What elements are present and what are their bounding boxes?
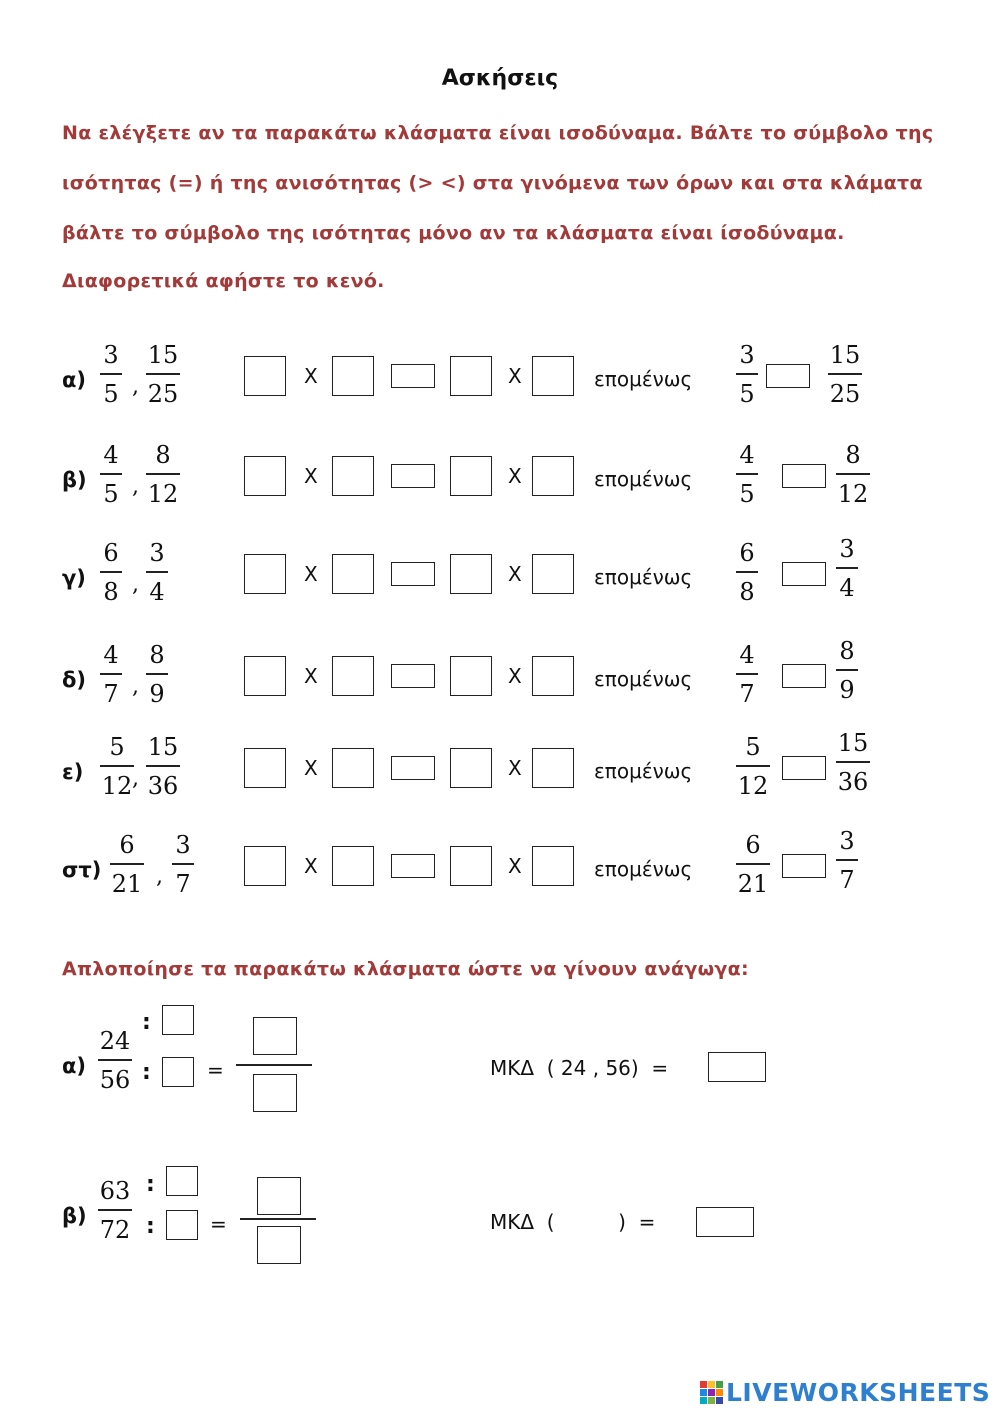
fraction-bar	[828, 373, 862, 375]
divide-colon: :	[146, 1214, 155, 1239]
fraction-2	[146, 732, 180, 801]
numerator-divisor-box[interactable]	[166, 1166, 198, 1196]
result-fraction-bar	[240, 1218, 316, 1220]
denominator: 4	[149, 578, 165, 606]
divide-colon: :	[142, 1060, 151, 1085]
multiply-sign: X	[508, 464, 522, 488]
multiply-sign: X	[508, 664, 522, 688]
product-term-box[interactable]	[532, 456, 574, 496]
product-term-box[interactable]	[532, 656, 574, 696]
fraction-bar	[736, 473, 758, 475]
product-term-box[interactable]	[332, 456, 374, 496]
numerator: 3	[175, 831, 191, 859]
comma: ,	[132, 572, 139, 597]
fraction-comparison-box[interactable]	[782, 562, 826, 586]
denominator: 21	[111, 870, 143, 898]
logo-block	[708, 1381, 715, 1388]
denominator: 21	[737, 870, 769, 898]
logo-block	[716, 1389, 723, 1396]
fraction-2	[146, 340, 180, 409]
numerator: 24	[99, 1027, 131, 1055]
comparison-symbol-box[interactable]	[391, 464, 435, 488]
product-term-box[interactable]	[450, 356, 492, 396]
equals-sign: =	[207, 1058, 224, 1082]
result-fraction-2	[836, 826, 858, 895]
denominator: 12	[101, 772, 133, 800]
numerator: 3	[839, 535, 855, 563]
result-fraction-bar	[236, 1064, 312, 1066]
fraction-bar	[736, 571, 758, 573]
fraction-bar	[736, 673, 758, 675]
fraction-bar	[100, 571, 122, 573]
numerator: 4	[103, 441, 119, 469]
denominator: 56	[99, 1066, 131, 1094]
result-fraction-1	[736, 830, 770, 899]
numerator: 5	[109, 733, 125, 761]
fraction-2	[146, 440, 180, 509]
exercise-label: στ)	[62, 858, 102, 882]
product-term-box[interactable]	[450, 656, 492, 696]
result-fraction-1	[736, 440, 758, 509]
result-fraction-2	[836, 728, 870, 797]
fraction-comparison-box[interactable]	[782, 756, 826, 780]
fraction-1	[100, 440, 122, 509]
multiply-sign: X	[304, 664, 318, 688]
comparison-symbol-box[interactable]	[391, 562, 435, 586]
comma: ,	[132, 374, 139, 399]
result-numerator-box[interactable]	[257, 1177, 301, 1215]
numerator: 3	[103, 341, 119, 369]
multiply-sign: X	[304, 854, 318, 878]
result-fraction-1	[736, 538, 758, 607]
instruction-line-3: βάλτε το σύμβολο της ισότητας μόνο αν τα κλάσματα είναι ίσοδύναμα.	[62, 222, 845, 244]
product-term-box[interactable]	[450, 846, 492, 886]
denominator: 36	[837, 768, 869, 796]
result-fraction-2	[836, 636, 858, 705]
therefore-word: επομένως	[594, 667, 693, 691]
numerator: 5	[745, 733, 761, 761]
fraction-bar	[100, 673, 122, 675]
numerator: 15	[829, 341, 861, 369]
numerator: 8	[845, 441, 861, 469]
multiply-sign: X	[304, 364, 318, 388]
fraction-comparison-box[interactable]	[766, 364, 810, 388]
product-term-box[interactable]	[244, 554, 286, 594]
product-term-box[interactable]	[244, 356, 286, 396]
product-term-box[interactable]	[450, 554, 492, 594]
denominator: 7	[739, 680, 755, 708]
exercise-label: α)	[62, 368, 87, 392]
result-fraction-1	[736, 732, 770, 801]
exercise-row	[0, 440, 1000, 520]
result-fraction-2	[836, 440, 870, 509]
logo-block	[716, 1381, 723, 1388]
exercise-row	[0, 340, 1000, 420]
denominator: 72	[99, 1216, 131, 1244]
denominator: 7	[175, 870, 191, 898]
numerator: 3	[839, 827, 855, 855]
denominator: 5	[103, 480, 119, 508]
denominator: 5	[103, 380, 119, 408]
fraction-bar	[146, 673, 168, 675]
fraction-bar	[100, 473, 122, 475]
fraction-bar	[98, 1209, 132, 1211]
gcd-label: ΜΚΔ ( ) =	[490, 1210, 656, 1234]
denominator: 25	[147, 380, 179, 408]
denominator-divisor-box[interactable]	[162, 1057, 194, 1087]
denominator: 7	[839, 866, 855, 894]
numerator: 8	[155, 441, 171, 469]
numerator: 8	[149, 641, 165, 669]
product-term-box[interactable]	[244, 456, 286, 496]
logo-block	[716, 1397, 723, 1404]
denominator: 8	[103, 578, 119, 606]
denominator: 12	[737, 772, 769, 800]
numerator: 3	[739, 341, 755, 369]
fraction-2	[146, 538, 168, 607]
exercise-row	[0, 729, 1000, 812]
fraction	[98, 1026, 132, 1095]
multiply-sign: X	[508, 756, 522, 780]
gcd-answer-box[interactable]	[696, 1207, 754, 1237]
product-term-box[interactable]	[332, 656, 374, 696]
numerator: 4	[103, 641, 119, 669]
therefore-word: επομένως	[594, 367, 693, 391]
instruction-line-4: Διαφορετικά αφήστε το κενό.	[62, 270, 385, 292]
instruction-line-1: Να ελέγξετε αν τα παρακάτω κλάσματα είναι ισοδύναμα. Βάλτε το σύμβολο της	[62, 122, 934, 144]
comparison-symbol-box[interactable]	[391, 756, 435, 780]
multiply-sign: X	[508, 854, 522, 878]
instruction-line-2: ισότητας (=) ή της ανισότητας (> <) στα γινόμενα των όρων και στα κλάματα	[62, 172, 923, 194]
fraction-comparison-box[interactable]	[782, 664, 826, 688]
fraction-comparison-box[interactable]	[782, 854, 826, 878]
product-term-box[interactable]	[532, 846, 574, 886]
denominator: 8	[739, 578, 755, 606]
numerator: 4	[739, 441, 755, 469]
result-numerator-box[interactable]	[253, 1017, 297, 1055]
liveworksheets-logo	[700, 1378, 990, 1407]
numerator: 15	[147, 341, 179, 369]
fraction-1	[100, 640, 122, 709]
gcd-answer-box[interactable]	[708, 1052, 766, 1082]
product-term-box[interactable]	[532, 356, 574, 396]
fraction-1	[100, 340, 122, 409]
product-term-box[interactable]	[532, 554, 574, 594]
fraction-bar	[146, 765, 180, 767]
numerator: 6	[739, 539, 755, 567]
logo-block	[708, 1389, 715, 1396]
multiply-sign: X	[304, 562, 318, 586]
fraction-bar	[736, 373, 758, 375]
fraction-bar	[836, 567, 858, 569]
item-label: α)	[62, 1054, 87, 1078]
item-label: β)	[62, 1204, 87, 1228]
denominator: 5	[739, 380, 755, 408]
denominator: 36	[147, 772, 179, 800]
comma: ,	[132, 474, 139, 499]
fraction-bar	[98, 1059, 132, 1061]
denominator: 4	[839, 574, 855, 602]
denominator: 9	[839, 676, 855, 704]
numerator: 63	[99, 1177, 131, 1205]
fraction-1	[110, 830, 144, 899]
logo-block	[700, 1381, 707, 1388]
simplify-heading: Απλοποίησε τα παρακάτω κλάσματα ώστε να γίνουν ανάγωγα:	[62, 958, 749, 980]
denominator: 12	[837, 480, 869, 508]
result-fraction-1	[736, 340, 758, 409]
fraction-bar	[836, 859, 858, 861]
numerator: 15	[837, 729, 869, 757]
therefore-word: επομένως	[594, 759, 693, 783]
product-term-box[interactable]	[244, 656, 286, 696]
comparison-symbol-box[interactable]	[391, 854, 435, 878]
product-term-box[interactable]	[450, 456, 492, 496]
logo-text: LIVEWORKSHEETS	[726, 1378, 991, 1407]
denominator: 7	[103, 680, 119, 708]
result-fraction-2	[828, 340, 862, 409]
product-term-box[interactable]	[332, 356, 374, 396]
numerator-divisor-box[interactable]	[162, 1005, 194, 1035]
exercise-row	[0, 827, 1000, 910]
multiply-sign: X	[508, 562, 522, 586]
fraction-bar	[736, 765, 770, 767]
fraction-bar	[836, 761, 870, 763]
therefore-word: επομένως	[594, 857, 693, 881]
multiply-sign: X	[304, 464, 318, 488]
exercise-row	[0, 637, 1000, 720]
fraction-bar	[146, 571, 168, 573]
fraction-bar	[110, 863, 144, 865]
logo-block	[700, 1389, 707, 1396]
product-term-box[interactable]	[244, 748, 286, 788]
exercise-row	[0, 535, 1000, 618]
numerator: 3	[149, 539, 165, 567]
divide-colon: :	[142, 1010, 151, 1035]
exercise-label: ε)	[62, 760, 84, 784]
equals-sign: =	[210, 1212, 227, 1236]
logo-block	[700, 1397, 707, 1404]
denominator: 12	[147, 480, 179, 508]
denominator: 25	[829, 380, 861, 408]
comma: ,	[132, 766, 139, 791]
result-denominator-box[interactable]	[257, 1226, 301, 1264]
product-term-box[interactable]	[332, 748, 374, 788]
denominator-divisor-box[interactable]	[166, 1210, 198, 1240]
product-term-box[interactable]	[244, 846, 286, 886]
numerator: 6	[103, 539, 119, 567]
result-fraction-2	[836, 534, 858, 603]
logo-icon	[700, 1381, 723, 1404]
result-fraction-1	[736, 640, 758, 709]
fraction-bar	[736, 863, 770, 865]
gcd-label: ΜΚΔ ( 24 , 56) =	[490, 1056, 669, 1080]
numerator: 6	[119, 831, 135, 859]
fraction-bar	[836, 669, 858, 671]
result-denominator-box[interactable]	[253, 1074, 297, 1112]
therefore-word: επομένως	[594, 565, 693, 589]
fraction-2	[172, 830, 194, 899]
fraction-bar	[100, 373, 122, 375]
page-title: Ασκήσεις	[441, 66, 559, 91]
numerator: 6	[745, 831, 761, 859]
fraction	[98, 1176, 132, 1245]
product-term-box[interactable]	[332, 846, 374, 886]
comparison-symbol-box[interactable]	[391, 364, 435, 388]
numerator: 8	[839, 637, 855, 665]
fraction-comparison-box[interactable]	[782, 464, 826, 488]
numerator: 15	[147, 733, 179, 761]
denominator: 9	[149, 680, 165, 708]
multiply-sign: X	[304, 756, 318, 780]
comma: ,	[156, 864, 163, 889]
fraction-1	[100, 732, 134, 801]
exercise-label: δ)	[62, 668, 87, 692]
fraction-bar	[100, 765, 134, 767]
product-term-box[interactable]	[332, 554, 374, 594]
fraction-1	[100, 538, 122, 607]
numerator: 4	[739, 641, 755, 669]
logo-block	[708, 1397, 715, 1404]
fraction-bar	[146, 473, 180, 475]
product-term-box[interactable]	[450, 748, 492, 788]
multiply-sign: X	[508, 364, 522, 388]
divide-colon: :	[146, 1172, 155, 1197]
denominator: 5	[739, 480, 755, 508]
product-term-box[interactable]	[532, 748, 574, 788]
fraction-2	[146, 640, 168, 709]
fraction-bar	[146, 373, 180, 375]
comparison-symbol-box[interactable]	[391, 664, 435, 688]
exercise-label: γ)	[62, 566, 86, 590]
fraction-bar	[172, 863, 194, 865]
fraction-bar	[836, 473, 870, 475]
comma: ,	[132, 674, 139, 699]
therefore-word: επομένως	[594, 467, 693, 491]
exercise-label: β)	[62, 468, 87, 492]
